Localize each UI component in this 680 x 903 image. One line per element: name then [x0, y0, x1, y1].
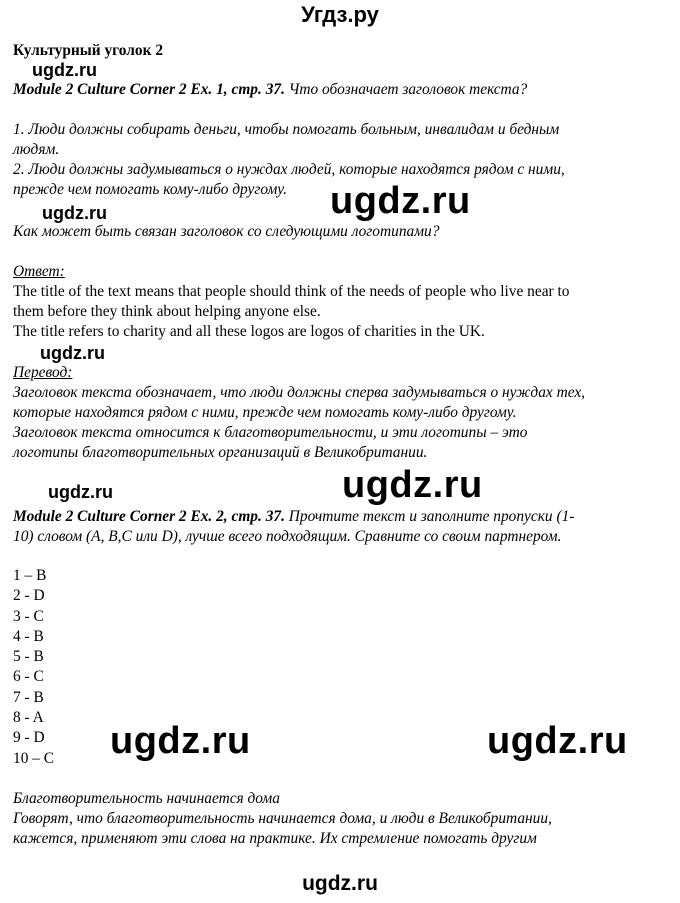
ex2-reference: Module 2 Culture Corner 2 Ex. 2, стр. 37. [13, 508, 285, 525]
translation-line1: Заголовок текста обозначает, что люди должны сперва задумываться о нуждах тех, [13, 384, 586, 401]
watermark: ugdz.ru [342, 464, 483, 506]
text-excerpt [13, 789, 673, 849]
ex1-option1-line1: 1. Люди должны собирать деньги, чтобы помогать больным, инвалидам и бедным [13, 121, 560, 138]
text-line1: Говорят, что благотворительность начинается дома, и люди в Великобритании, [13, 810, 552, 827]
site-title: Угдз.ру [301, 2, 379, 27]
watermark: ugdz.ru [487, 720, 628, 762]
list-item: 6 - C [13, 668, 44, 686]
list-item: 7 - B [13, 688, 44, 706]
translation-line4: логотипы благотворительных организаций в Великобритании. [13, 444, 428, 461]
translation-line2: которые находятся рядом с ними, прежде чем помогать кому-либо другому. [13, 404, 517, 421]
ex2-task-line2: 10) словом (A, B,C или D), лучше всего подходящим. Сравните со своим партнером. [13, 528, 562, 545]
footer-brand: ugdz.ru [302, 872, 378, 895]
list-item: 5 - B [13, 648, 44, 666]
ex2-task-line1: Прочтите текст и заполните пропуски (1- [284, 508, 575, 525]
watermark: ugdz.ru [42, 203, 107, 223]
section-heading: Культурный уголок 2 [13, 42, 164, 59]
translation-line3: Заголовок текста относится к благотворительности, и эти логотипы – это [13, 424, 528, 441]
text-title: Благотворительность начинается дома [13, 790, 280, 807]
ex1-question: Что обозначает заголовок текста? [284, 81, 528, 98]
exercise-1-question2 [13, 222, 673, 342]
ex1-question2: Как может быть связан заголовок со следующими логотипами? [13, 223, 440, 240]
translation-block [13, 363, 673, 463]
text-line2: кажется, применяют эти слова на практике. Их стремление помогать другим [13, 830, 537, 847]
list-item: 10 – C [13, 749, 55, 767]
list-item: 3 - C [13, 607, 44, 625]
list-item: 4 - B [13, 627, 44, 645]
list-item: 8 - A [13, 709, 44, 727]
answer-line1: The title of the text means that people should think of the needs of people who live near to [13, 283, 570, 300]
answer-label: Ответ: [13, 263, 65, 280]
list-item: 1 – B [13, 567, 47, 584]
list-item: 2 - D [13, 587, 45, 605]
ex1-option1-line2: людям. [13, 141, 60, 158]
watermark: ugdz.ru [110, 720, 251, 762]
list-item: 9 - D [13, 729, 45, 747]
ex1-reference: Module 2 Culture Corner 2 Ex. 1, стр. 37. [13, 81, 285, 98]
answer-line3: The title refers to charity and all these logos are logos of charities in the UK. [13, 323, 485, 340]
translation-label: Перевод: [13, 364, 73, 381]
watermark: ugdz.ru [32, 60, 97, 80]
section-title [13, 41, 673, 61]
ex1-option2-line1: 2. Люди должны задумываться о нуждах людей, которые находятся рядом с ними, [13, 161, 565, 178]
answer-line2: them before they think about helping anyone else. [13, 303, 321, 320]
watermark: ugdz.ru [40, 343, 105, 363]
ex1-option2-line2: прежде чем помогать кому-либо другому. [13, 181, 287, 198]
watermark: ugdz.ru [48, 482, 113, 502]
watermark: ugdz.ru [330, 180, 471, 222]
exercise-2 [13, 507, 673, 547]
